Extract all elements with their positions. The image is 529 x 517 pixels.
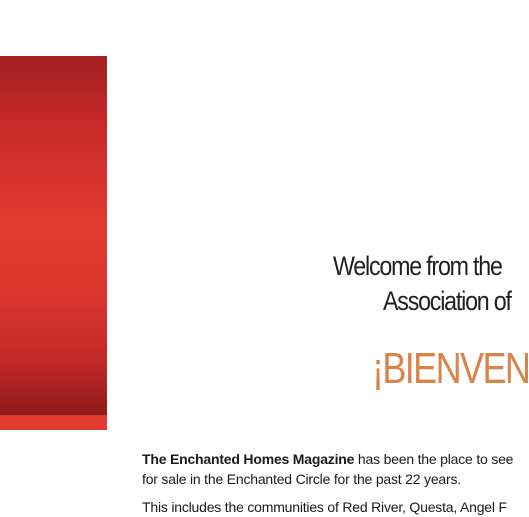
intro-paragraph-line-1 <box>142 449 513 469</box>
welcome-heading-line-2: Association of <box>383 286 511 316</box>
bienvenidos-heading: ¡BIENVEN <box>372 344 529 393</box>
communities-paragraph-line-1: This includes the communities of Red River, Questa, Angel F <box>142 499 507 515</box>
intro-paragraph-line-1-text: has been the place to see <box>354 451 514 467</box>
intro-paragraph-line-2: for sale in the Enchanted Circle for the past 22 years. <box>142 471 461 487</box>
magazine-title: The Enchanted Homes Magazine <box>142 451 355 467</box>
welcome-heading-line-1: Welcome from the <box>333 251 502 281</box>
red-hero-banner <box>0 56 107 430</box>
